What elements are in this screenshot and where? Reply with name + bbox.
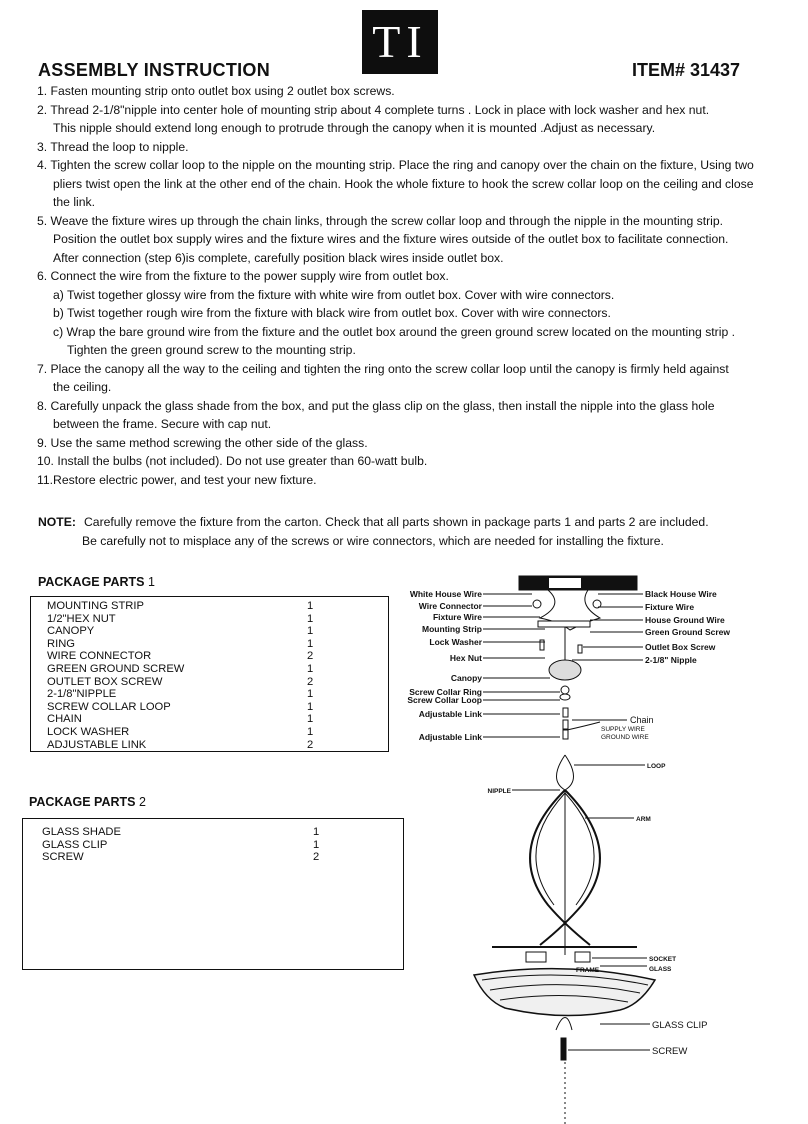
label-socket: SOCKET: [649, 956, 677, 963]
part-name: OUTLET BOX SCREW: [47, 675, 163, 688]
part-name: 2-1/8"NIPPLE: [47, 688, 117, 701]
step-line: 1. Fasten mounting strip onto outlet box using 2 outlet box screws.: [37, 84, 395, 98]
part-name: CANOPY: [47, 625, 95, 638]
part-qty: 1: [307, 662, 314, 675]
label-screw: SCREW: [652, 1046, 688, 1057]
label-arm: ARM: [636, 816, 651, 823]
part-qty: 2: [307, 675, 314, 688]
label-2-1-8-nipple: 2-1/8" Nipple: [645, 655, 697, 665]
step-line: the link.: [53, 195, 96, 209]
part-name: LOCK WASHER: [47, 725, 130, 738]
step-line: the ceiling.: [53, 380, 112, 394]
label-adjustable-link-2: Adjustable Link: [418, 732, 482, 742]
step-line: 10. Install the bulbs (not included). Do not use greater than 60-watt bulb.: [37, 454, 428, 468]
step-line: 3. Thread the loop to nipple.: [37, 139, 189, 154]
step-line: 5. Weave the fixture wires up through the chain links, through the screw collar loop and through the nipple in the mounting strip.: [37, 213, 724, 228]
part-name: 1/2"HEX NUT: [47, 612, 116, 625]
part-qty: 1: [307, 637, 314, 650]
label-adjustable-link-1: Adjustable Link: [418, 709, 482, 719]
part-qty: 1: [307, 600, 314, 612]
item-number: ITEM# 31437: [632, 60, 741, 80]
step-line: 4. Tighten the screw collar loop to the nipple on the mounting strip. Place the ring and canopy over the chain on the fixture, Using two: [37, 158, 754, 172]
label-screw-collar-ring: Screw Collar Ring: [409, 687, 482, 697]
screw-shape: [561, 1038, 566, 1060]
step-line: pliers twist open the link at the other end of the chain. Hook the whole fixture to hook the screw collar loop on the ceiling and close: [53, 176, 754, 191]
part-qty: 2: [307, 650, 314, 663]
part-qty: 1: [307, 612, 314, 625]
note-label: NOTE:: [38, 515, 76, 529]
step-line: c) Wrap the bare ground wire from the fixture and the outlet box around the green ground screw located on the mounting strip .: [53, 324, 735, 339]
label-canopy: Canopy: [450, 673, 482, 683]
step-line: 11.Restore electric power, and test your new fixture.: [37, 472, 317, 487]
page-title: ASSEMBLY INSTRUCTION: [38, 60, 271, 80]
label-hex-nut: Hex Nut: [449, 653, 482, 663]
part-name: SCREW COLLAR LOOP: [47, 700, 171, 713]
part-qty: 1: [313, 838, 320, 851]
part-name: GLASS CLIP: [42, 838, 108, 851]
label-wire-connector: Wire Connector: [418, 601, 482, 611]
brand-logo: TI: [362, 10, 438, 74]
part-name: MOUNTING STRIP: [47, 600, 144, 612]
step-line: 7. Place the canopy all the way to the ceiling and tighten the ring onto the screw collar loop until the canopy is firmly held against: [37, 361, 729, 376]
step-line: a) Twist together glossy wire from the fixture with white wire from outlet box. Cover with wire connectors.: [53, 287, 615, 302]
label-fixture-wire-right: Fixture Wire: [645, 602, 695, 612]
label-white-house-wire: White House Wire: [409, 589, 482, 599]
label-house-ground-wire: House Ground Wire: [645, 615, 725, 625]
label-black-house-wire: Black House Wire: [645, 589, 717, 599]
part-name: GREEN GROUND SCREW: [47, 662, 185, 675]
label-chain: Chain: [630, 715, 654, 725]
part-name: ADJUSTABLE LINK: [47, 738, 147, 751]
step-line: This nipple should extend long enough to protrude through the canopy when it is mounted .Adjust as necessary.: [53, 121, 656, 135]
canopy-shape: [549, 660, 581, 680]
step-line: Tighten the green ground screw to the mounting strip.: [67, 343, 356, 357]
glass-clip-shape: [556, 1018, 572, 1031]
part-name: WIRE CONNECTOR: [47, 650, 152, 663]
part-name: SCREW: [42, 851, 84, 864]
package-parts-2-title: PACKAGE PARTS 2: [29, 795, 146, 809]
label-outlet-box-screw: Outlet Box Screw: [645, 642, 716, 652]
note-line-2: Be carefully not to misplace any of the screws or wire connectors, which are needed for installing the fixture.: [82, 534, 664, 548]
step-line: between the frame. Secure with cap nut.: [53, 417, 272, 431]
step-line: 2. Thread 2-1/8"nipple into center hole of mounting strip about 4 complete turns . Lock in place with lock washer and hex nut.: [37, 102, 710, 117]
part-name: CHAIN: [47, 713, 82, 726]
part-qty: 1: [313, 826, 320, 838]
step-line: Position the outlet box supply wires and the fixture wires and the fixture wires outside of the outlet box to facilitate connection.: [53, 232, 729, 246]
label-green-ground-screw: Green Ground Screw: [645, 627, 731, 637]
part-qty: 1: [307, 700, 314, 713]
package-parts-1-title: PACKAGE PARTS 1: [38, 575, 155, 589]
part-name: GLASS SHADE: [42, 826, 121, 838]
note-line-1: Carefully remove the fixture from the carton. Check that all parts shown in package parts 1 and parts 2 are included.: [84, 515, 709, 529]
label-glass: GLASS: [649, 966, 672, 973]
label-frame: FRAME: [576, 967, 600, 974]
label-mounting-strip: Mounting Strip: [422, 624, 482, 634]
label-ground-wire: GROUND WIRE: [601, 734, 649, 741]
label-glass-clip: GLASS CLIP: [652, 1020, 708, 1031]
part-name: RING: [47, 637, 75, 650]
label-lock-washer: Lock Washer: [429, 637, 482, 647]
step-line: b) Twist together rough wire from the fixture with black wire from outlet box. Cover with wire connectors.: [53, 306, 611, 320]
part-qty: 1: [307, 688, 314, 701]
label-supply-wire: SUPPLY WIRE: [601, 726, 645, 733]
label-screw-collar-loop: Screw Collar Loop: [407, 695, 482, 705]
label-nipple: NIPPLE: [487, 788, 511, 795]
step-line: 6. Connect the wire from the fixture to the power supply wire from outlet box.: [37, 269, 449, 283]
part-qty: 2: [307, 738, 314, 751]
label-loop: LOOP: [647, 763, 666, 770]
step-line: 9. Use the same method screwing the other side of the glass.: [37, 435, 368, 450]
step-line: 8. Carefully unpack the glass shade from the box, and put the glass clip on the glass, then install the nipple into the glass hole: [37, 398, 715, 413]
part-qty: 2: [313, 851, 320, 864]
part-qty: 1: [307, 725, 314, 738]
label-fixture-wire-left: Fixture Wire: [432, 612, 482, 622]
step-line: After connection (step 6)is complete, carefully position black wires inside outlet box.: [53, 250, 504, 265]
part-qty: 1: [307, 625, 314, 638]
part-qty: 1: [307, 713, 314, 726]
